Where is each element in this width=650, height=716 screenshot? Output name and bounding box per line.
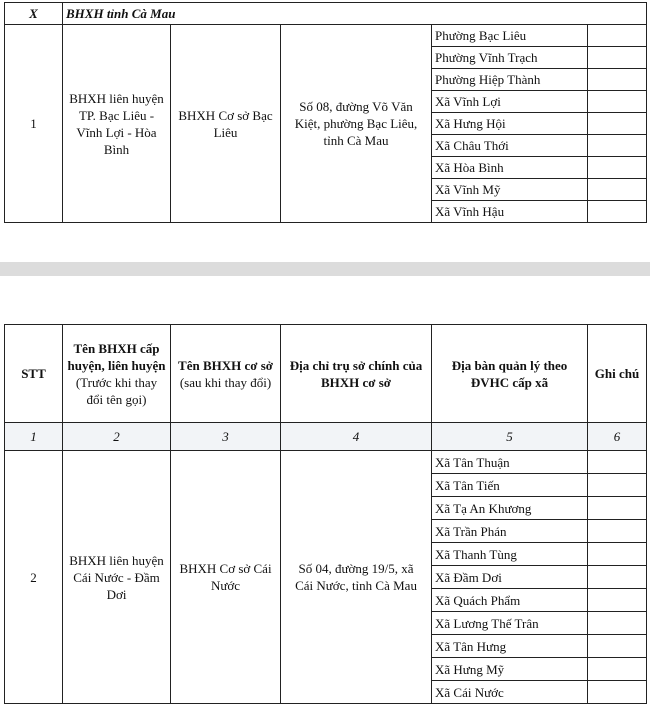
header-stt: STT <box>5 325 63 423</box>
note-cell <box>588 179 647 201</box>
header-old-name-title: Tên BHXH cấp huyện, liên huyện <box>67 340 166 373</box>
table-header-section <box>4 324 647 704</box>
area-cell: Xã Vĩnh Lợi <box>432 91 588 113</box>
header-new-name-note: (sau khi thay đổi) <box>179 374 272 390</box>
col-number: 2 <box>63 423 171 451</box>
header-areas: Địa bàn quản lý theo ĐVHC cấp xã <box>432 325 588 423</box>
note-cell <box>588 589 647 612</box>
area-cell: Xã Đầm Dơi <box>432 566 588 589</box>
area-cell: Xã Tân Tiến <box>432 474 588 497</box>
area-cell: Phường Hiệp Thành <box>432 69 588 91</box>
note-cell <box>588 566 647 589</box>
area-cell: Xã Hưng Hội <box>432 113 588 135</box>
area-cell: Xã Quách Phẩm <box>432 589 588 612</box>
province-header-row <box>5 3 647 25</box>
note-cell <box>588 113 647 135</box>
header-new-name <box>171 325 281 423</box>
table-province-section <box>4 2 647 223</box>
header-old-name-note: (Trước khi thay đổi tên gọi) <box>75 374 158 407</box>
note-cell <box>588 157 647 179</box>
new-name-cell: BHXH Cơ sở Bạc Liêu <box>171 25 281 223</box>
roman-numeral: X <box>5 3 63 25</box>
area-cell: Xã Tân Hưng <box>432 635 588 658</box>
header-new-name-title: Tên BHXH cơ sở <box>178 357 273 373</box>
area-cell: Xã Trần Phán <box>432 520 588 543</box>
page-gap <box>0 262 650 276</box>
province-title: BHXH tỉnh Cà Mau <box>63 3 647 25</box>
table-row <box>5 451 647 474</box>
stt-cell: 1 <box>5 25 63 223</box>
col-number: 4 <box>281 423 432 451</box>
note-cell <box>588 69 647 91</box>
old-name-cell: BHXH liên huyện TP. Bạc Liêu - Vĩnh Lợi - Hòa Bình <box>63 25 171 223</box>
note-cell <box>588 474 647 497</box>
area-cell: Xã Hòa Bình <box>432 157 588 179</box>
note-cell <box>588 543 647 566</box>
col-number: 1 <box>5 423 63 451</box>
note-cell <box>588 25 647 47</box>
note-cell <box>588 451 647 474</box>
note-cell <box>588 635 647 658</box>
column-number-row <box>5 423 647 451</box>
col-number: 6 <box>588 423 647 451</box>
header-address: Địa chỉ trụ sở chính của BHXH cơ sở <box>281 325 432 423</box>
stt-cell: 2 <box>5 451 63 704</box>
address-cell: Số 08, đường Võ Văn Kiệt, phường Bạc Liêu, tỉnh Cà Mau <box>281 25 432 223</box>
old-name-cell: BHXH liên huyện Cái Nước - Đầm Dơi <box>63 451 171 704</box>
area-cell: Xã Vĩnh Mỹ <box>432 179 588 201</box>
new-name-cell: BHXH Cơ sở Cái Nước <box>171 451 281 704</box>
note-cell <box>588 201 647 223</box>
area-cell: Xã Lương Thế Trân <box>432 612 588 635</box>
area-cell: Phường Bạc Liêu <box>432 25 588 47</box>
area-cell: Xã Tạ An Khương <box>432 497 588 520</box>
header-old-name <box>63 325 171 423</box>
note-cell <box>588 658 647 681</box>
note-cell <box>588 47 647 69</box>
note-cell <box>588 135 647 157</box>
area-cell: Xã Thanh Tùng <box>432 543 588 566</box>
area-cell: Xã Cái Nước <box>432 681 588 704</box>
area-cell: Xã Vĩnh Hậu <box>432 201 588 223</box>
address-cell: Số 04, đường 19/5, xã Cái Nước, tỉnh Cà Mau <box>281 451 432 704</box>
area-cell: Xã Tân Thuận <box>432 451 588 474</box>
area-cell: Xã Châu Thới <box>432 135 588 157</box>
table-row <box>5 25 647 47</box>
column-header-row <box>5 325 647 423</box>
note-cell <box>588 612 647 635</box>
note-cell <box>588 681 647 704</box>
note-cell <box>588 91 647 113</box>
col-number: 3 <box>171 423 281 451</box>
area-cell: Phường Vĩnh Trạch <box>432 47 588 69</box>
area-cell: Xã Hưng Mỹ <box>432 658 588 681</box>
col-number: 5 <box>432 423 588 451</box>
header-note: Ghi chú <box>588 325 647 423</box>
note-cell <box>588 497 647 520</box>
note-cell <box>588 520 647 543</box>
